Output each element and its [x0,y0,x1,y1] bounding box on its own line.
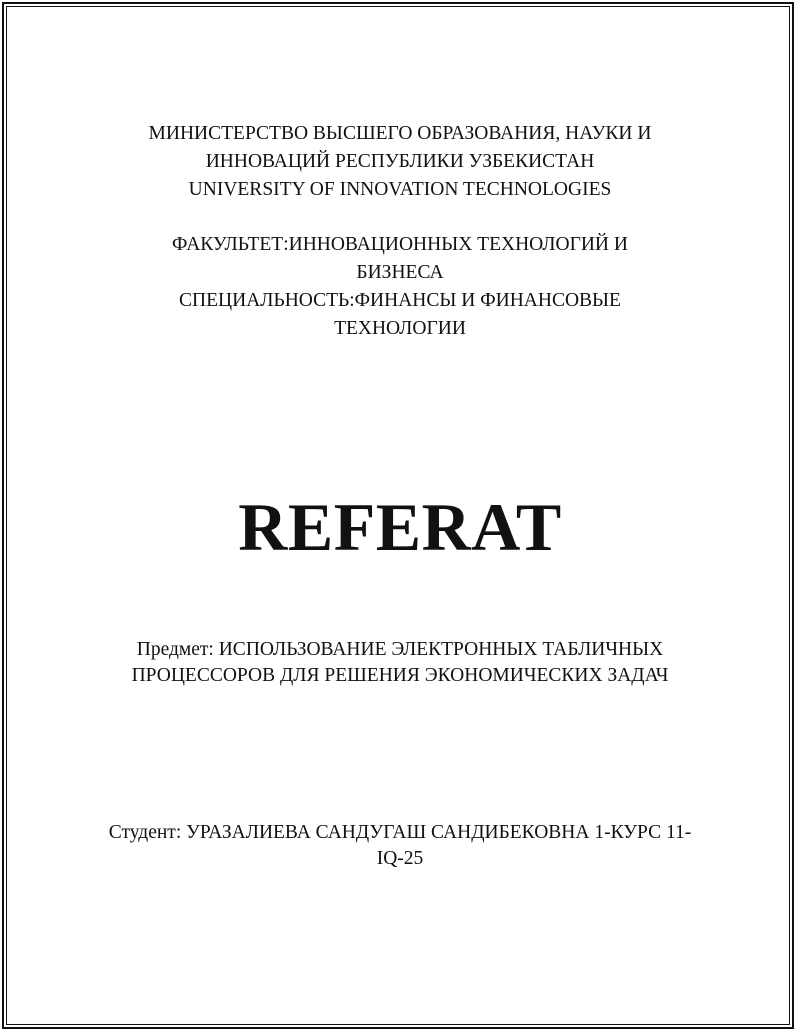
specialty-line-2: ТЕХНОЛОГИИ [334,318,466,339]
student-line-2: IQ-25 [376,848,424,869]
faculty-line-2: БИЗНЕСА [356,262,444,283]
ministry-line-1: МИНИСТЕРСТВО ВЫСШЕГО ОБРАЗОВАНИЯ, НАУКИ И [148,123,652,144]
subject-line-1: Предмет: ИСПОЛЬЗОВАНИЕ ЭЛЕКТРОННЫХ ТАБЛИЧНЫХ [136,639,664,660]
subject-line-2: ПРОЦЕССОРОВ ДЛЯ РЕШЕНИЯ ЭКОНОМИЧЕСКИХ ЗАДАЧ [131,665,669,686]
faculty-line-1: ФАКУЛЬТЕТ:ИННОВАЦИОННЫХ ТЕХНОЛОГИЙ И [172,234,628,255]
university-name: UNIVERSITY OF INNOVATION TECHNOLOGIES [188,179,612,200]
specialty-line-1: СПЕЦИАЛЬНОСТЬ:ФИНАНСЫ И ФИНАНСОВЫЕ [179,290,621,311]
document-title: REFERAT [238,489,562,565]
student-line-1: Студент: УРАЗАЛИЕВА САНДУГАШ САНДИБЕКОВНА 1-КУРС 11- [108,822,692,843]
ministry-line-2: ИННОВАЦИЙ РЕСПУБЛИКИ УЗБЕКИСТАН [205,151,595,172]
